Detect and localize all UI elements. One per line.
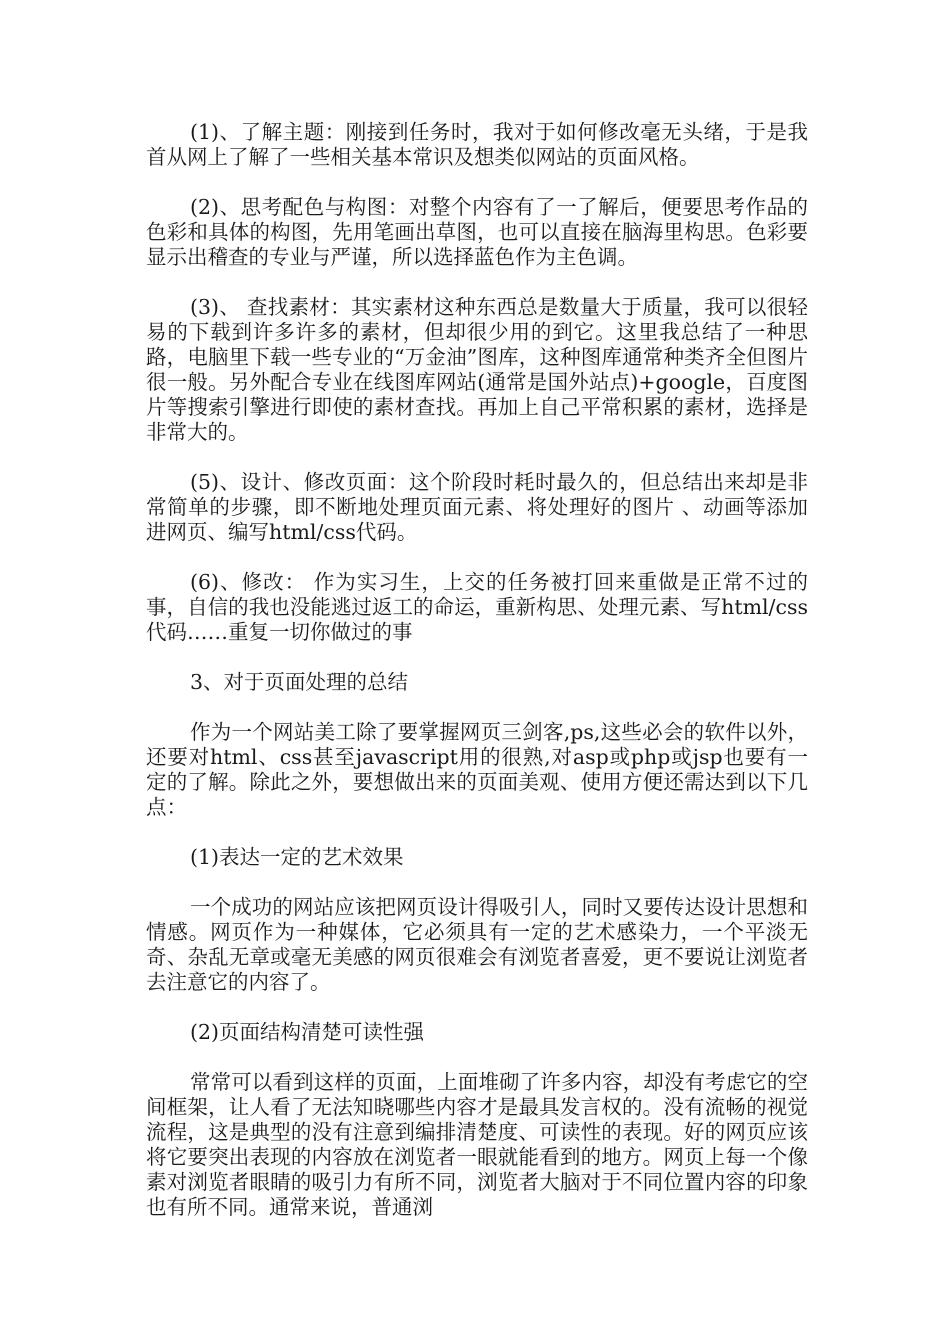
paragraph-step-6: (6)、修改： 作为实习生，上交的任务被打回来重做是正常不过的事，自信的我也没能逃过返工的命运，重新构思、处理元素、写html/css代码……重复一切你做过的事 <box>146 570 808 644</box>
subheading-1: (1)表达一定的艺术效果 <box>190 845 404 869</box>
paragraph-step-1: (1)、了解主题：刚接到任务时，我对于如何修改毫无头绪，于是我首从网上了解了一些相关基本常识及想类似网站的页面风格。 <box>146 120 808 169</box>
paragraph-structure: 常常可以看到这样的页面，上面堆砌了许多内容，却没有考虑它的空间框架，让人看了无法知晓哪些内容才是最具发言权的。没有流畅的视觉流程，这是典型的没有注意到编排清楚度、可读性的表现。好的网页应该将它要突出表现的内容放在浏览者一眼就能看到的地方。网页上每一个像素对浏览者眼睛的吸引力有所不同，浏览者大脑对于不同位置内容的印象也有所不同。通常来说，普通浏 <box>146 1070 808 1219</box>
paragraph-intro: 作为一个网站美工除了要掌握网页三剑客,ps,这些必会的软件以外，还要对html、css甚至javascript用的很熟,对asp或php或jsp也要有一定的了解。除此之外，要想做出来的页面美观、使用方便还需达到以下几点： <box>146 720 808 819</box>
paragraph-step-3: (3)、 查找素材：其实素材这种东西总是数量大于质量，我可以很轻易的下载到许多许多的素材，但却很少用的到它。这里我总结了一种思路，电脑里下载一些专业的“万金油”图库，这种图库通常种类齐全但图片很一般。另外配合专业在线图库网站(通常是国外站点)+google，百度图片等搜索引擎进行即使的素材查找。再加上自己平常积累的素材，选择是非常大的。 <box>146 295 808 444</box>
subheading-2: (2)页面结构清楚可读性强 <box>190 1020 425 1044</box>
paragraph-step-5: (5)、设计、修改页面：这个阶段时耗时最久的，但总结出来却是非常简单的步骤，即不断地处理页面元素、将处理好的图片 、动画等添加进网页、编写html/css代码。 <box>146 470 808 544</box>
document-body <box>146 120 808 1220</box>
paragraph-step-2: (2)、思考配色与构图：对整个内容有了一了解后，便要思考作品的色彩和具体的构图，先用笔画出草图，也可以直接在脑海里构思。色彩要显示出稽查的专业与严谨，所以选择蓝色作为主色调。 <box>146 195 808 269</box>
paragraph-art-effect: 一个成功的网站应该把网页设计得吸引人，同时又要传达设计思想和情感。网页作为一种媒体，它必须具有一定的艺术感染力，一个平淡无奇、杂乱无章或毫无美感的网页很难会有浏览者喜爱，更不要说让浏览者去注意它的内容了。 <box>146 895 808 994</box>
section-heading: 3、对于页面处理的总结 <box>190 670 409 694</box>
